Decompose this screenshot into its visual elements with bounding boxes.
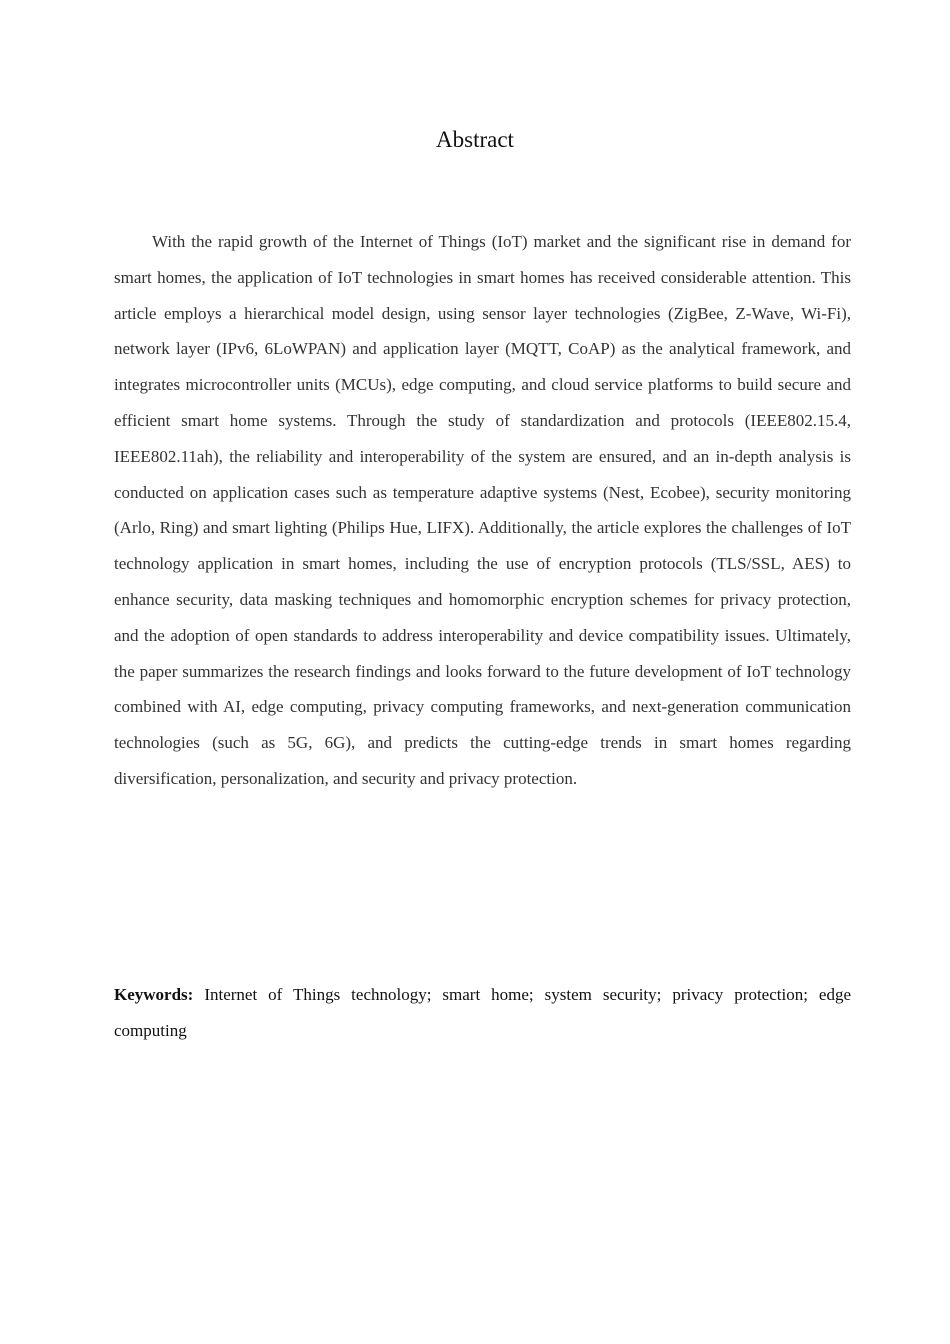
keywords-text: Internet of Things technology; smart home; system security; privacy protection; edge computing [114, 985, 851, 1040]
abstract-title: Abstract [436, 127, 514, 152]
keywords-label: Keywords: [114, 985, 194, 1004]
abstract-paragraph: With the rapid growth of the Internet of Things (IoT) market and the significant rise in demand for smart homes, the application of IoT technologies in smart homes has received considerable attention. This article employs a hierarchical model design, using sensor layer technologies (ZigBee, Z-Wave, Wi-Fi), network layer (IPv6, 6LoWPAN) and application layer (MQTT, CoAP) as the analytical framework, and integrates microcontroller units (MCUs), edge computing, and cloud service platforms to build secure and efficient smart home systems. Through the study of standardization and protocols (IEEE802.15.4, IEEE802.11ah), the reliability and interoperability of the system are ensured, and an in-depth analysis is conducted on application cases such as temperature adaptive systems (Nest, Ecobee), security monitoring (Arlo, Ring) and smart lighting (Philips Hue, LIFX). Additionally, the article explores the challenges of IoT technology application in smart homes, including the use of encryption protocols (TLS/SSL, AES) to enhance security, data masking techniques and homomorphic encryption schemes for privacy protection, and the adoption of open standards to address interoperability and device compatibility issues. Ultimately, the paper summarizes the research findings and looks forward to the future development of IoT technology combined with AI, edge computing, privacy computing frameworks, and next-generation communication technologies (such as 5G, 6G), and predicts the cutting-edge trends in smart homes regarding diversification, personalization, and security and privacy protection. [114, 232, 851, 788]
keywords-line [114, 977, 851, 1049]
